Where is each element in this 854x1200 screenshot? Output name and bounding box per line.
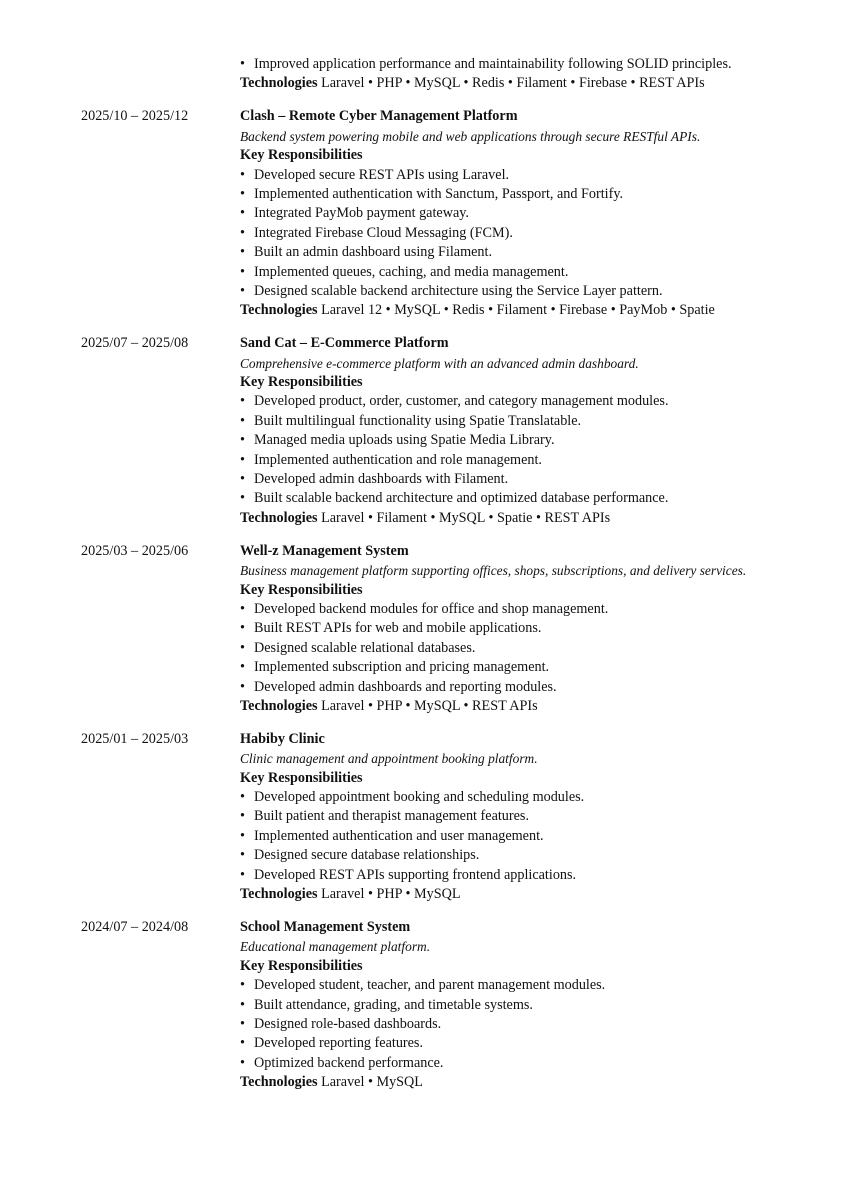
list-item [240,166,854,185]
project-entry [0,730,854,905]
bullet-icon: • [240,678,245,695]
project-title: Clash – Remote Cyber Management Platform [240,108,518,125]
bullet-text: Integrated Firebase Cloud Messaging (FCM). [254,224,513,241]
bullet-icon: • [240,866,245,883]
list-item [240,827,854,846]
project-entry [0,334,854,528]
technologies-list: Laravel • PHP • MySQL • REST APIs [321,697,538,714]
technologies-label: Technologies [240,302,318,319]
bullet-icon: • [240,620,245,637]
bullet-icon: • [240,789,245,806]
bullet-text: Implemented authentication and role management. [254,451,542,468]
responsibilities-heading: Key Responsibilities [240,957,363,974]
bullet-icon: • [240,224,245,241]
project-details [240,730,854,905]
technologies-list: Laravel • MySQL [321,1074,423,1091]
list-item [240,846,854,865]
project-title: Well-z Management System [240,542,409,559]
responsibilities-heading: Key Responsibilities [240,374,363,391]
projects-list [0,107,854,1092]
technologies-line [240,885,854,904]
bullet-text: Designed scalable backend architecture using the Service Layer pattern. [254,282,663,299]
list-item [240,470,854,489]
bullet-text: Developed product, order, customer, and category management modules. [254,393,669,410]
bullet-icon: • [240,996,245,1013]
list-item [240,224,854,243]
list-item [240,451,854,470]
technologies-label: Technologies [240,1074,318,1091]
list-item [240,263,854,282]
date-range: 2024/07 – 2024/08 [81,918,189,935]
project-description: Comprehensive e-commerce platform with an advanced admin dashboard. [240,355,639,371]
technologies-line [240,1073,854,1092]
project-description: Business management platform supporting offices, shops, subscriptions, and delivery services. [240,563,747,579]
list-item [240,1054,854,1073]
bullet-icon: • [240,1054,245,1071]
bullet-text: Developed admin dashboards and reporting modules. [254,678,557,695]
list-item [240,658,854,677]
bullet-icon: • [240,432,245,449]
bullet-icon: • [240,1015,245,1032]
technologies-list: Laravel • PHP • MySQL • Redis • Filament • Firebase • REST APIs [321,75,705,92]
bullet-text: Integrated PayMob payment gateway. [254,205,469,222]
bullet-icon: • [240,244,245,261]
bullet-icon: • [240,451,245,468]
list-item [240,489,854,508]
bullet-text: Improved application performance and maintainability following SOLID principles. [254,56,732,72]
bullet-text: Implemented authentication and user management. [254,827,544,844]
date-range: 2025/10 – 2025/12 [81,108,189,125]
list-item [240,866,854,885]
project-entry [0,918,854,1093]
list-item [240,243,854,262]
list-item [240,185,854,204]
project-title: School Management System [240,918,411,935]
bullet-text: Optimized backend performance. [254,1054,444,1071]
bullet-text: Built patient and therapist management features. [254,808,529,825]
bullet-icon: • [240,282,245,299]
responsibilities-heading: Key Responsibilities [240,147,363,164]
technologies-list: Laravel • PHP • MySQL [321,886,461,902]
list-item [240,1034,854,1053]
list-item [240,619,854,638]
bullet-text: Designed role-based dashboards. [254,1015,442,1032]
bullet-text: Developed reporting features. [254,1035,423,1052]
list-item [240,600,854,619]
bullet-text: Built multilingual functionality using Spatie Translatable. [254,412,582,429]
bullet-icon: • [240,166,245,183]
project-title: Habiby Clinic [240,730,325,747]
technologies-line [240,697,854,716]
bullet-icon: • [240,185,245,202]
bullet-text: Built attendance, grading, and timetable systems. [254,996,533,1013]
list-item [240,807,854,826]
list-item [240,412,854,431]
bullet-text: Implemented subscription and pricing management. [254,659,550,676]
bullet-icon: • [240,412,245,429]
bullet-icon: • [240,847,245,864]
list-item [240,678,854,697]
bullet-icon: • [240,393,245,410]
list-item [240,282,854,301]
bullet-text: Built an admin dashboard using Filament. [254,244,493,261]
bullet-text: Designed scalable relational databases. [254,639,476,656]
technologies-label: Technologies [240,509,318,526]
date-range: 2025/01 – 2025/03 [81,730,189,747]
project-details [240,918,854,1093]
bullet-icon: • [240,827,245,844]
bullet-icon: • [240,977,245,994]
previous-entry-fragment [240,55,854,94]
bullet-icon: • [240,205,245,222]
bullet-icon: • [240,490,245,507]
project-description: Backend system powering mobile and web applications through secure RESTful APIs. [240,128,701,144]
bullet-text: Developed student, teacher, and parent management modules. [254,977,606,994]
bullet-text: Managed media uploads using Spatie Media Library. [254,432,555,449]
bullet-text: Developed REST APIs supporting frontend applications. [254,866,577,883]
project-entry [0,542,854,717]
bullet-icon: • [240,600,245,617]
bullet-text: Implemented queues, caching, and media management. [254,263,569,280]
technologies-label: Technologies [240,75,318,92]
technologies-line [240,74,854,93]
bullet-text: Built REST APIs for web and mobile applications. [254,620,542,637]
project-description: Educational management platform. [240,939,431,955]
bullet-text: Designed secure database relationships. [254,847,480,864]
technologies-list: Laravel 12 • MySQL • Redis • Filament • Firebase • PayMob • Spatie [321,302,715,319]
bullet-icon: • [240,808,245,825]
technologies-line [240,301,854,320]
date-range: 2025/03 – 2025/06 [81,542,189,559]
bullet-icon: • [240,263,245,280]
bullet-text: Built scalable backend architecture and optimized database performance. [254,490,669,507]
bullet-text: Developed backend modules for office and shop management. [254,600,609,617]
bullet-text: Developed admin dashboards with Filament. [254,471,509,487]
bullet-icon: • [240,471,245,487]
technologies-list: Laravel • Filament • MySQL • Spatie • REST APIs [321,509,611,526]
responsibilities-heading: Key Responsibilities [240,581,363,598]
bullet-text: Implemented authentication with Sanctum, Passport, and Fortify. [254,185,624,202]
list-item [240,976,854,995]
technologies-label: Technologies [240,697,318,714]
list-item [240,1015,854,1034]
list-item [240,392,854,411]
bullet-text: Developed secure REST APIs using Laravel. [254,166,510,183]
responsibilities-heading: Key Responsibilities [240,769,363,786]
technologies-line [240,509,854,528]
technologies-label: Technologies [240,886,318,902]
project-title: Sand Cat – E-Commerce Platform [240,335,449,352]
project-details [240,107,854,320]
project-description: Clinic management and appointment booking platform. [240,751,538,767]
project-details [240,334,854,528]
list-item [240,639,854,658]
date-range: 2025/07 – 2025/08 [81,335,189,352]
project-details [240,542,854,717]
bullet-icon: • [240,56,245,72]
list-item [240,996,854,1015]
bullet-icon: • [240,639,245,656]
project-entry [0,107,854,320]
list-item [240,55,854,74]
bullet-text: Developed appointment booking and scheduling modules. [254,789,585,806]
bullet-icon: • [240,659,245,676]
list-item [240,204,854,223]
list-item [240,788,854,807]
bullet-icon: • [240,1035,245,1052]
list-item [240,431,854,450]
